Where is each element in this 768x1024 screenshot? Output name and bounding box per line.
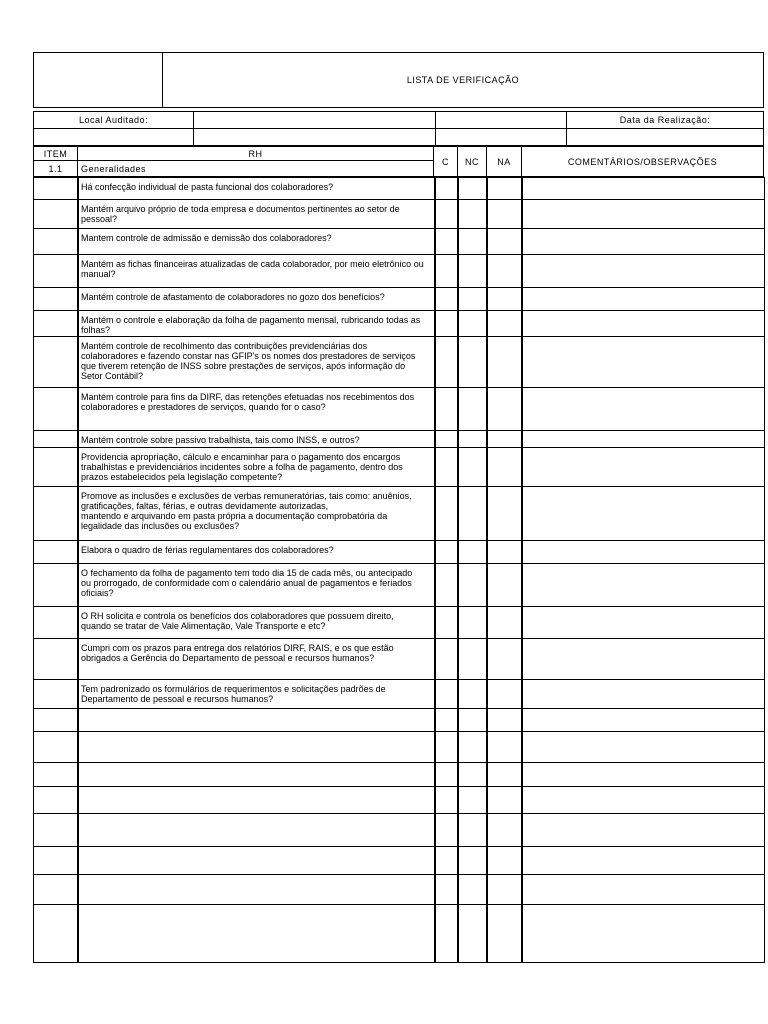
comments-cell[interactable] bbox=[521, 177, 765, 200]
nc-checkbox-cell[interactable] bbox=[457, 708, 488, 732]
item-number-cell bbox=[33, 563, 79, 607]
nc-checkbox-cell[interactable] bbox=[457, 310, 488, 337]
question-cell bbox=[77, 786, 436, 814]
na-checkbox-cell[interactable] bbox=[486, 254, 523, 288]
item-number-cell bbox=[33, 310, 79, 337]
blank-header-cell bbox=[435, 111, 567, 129]
comments-cell[interactable] bbox=[521, 708, 765, 732]
na-checkbox-cell[interactable] bbox=[486, 430, 523, 448]
comments-cell[interactable] bbox=[521, 813, 765, 847]
na-checkbox-cell[interactable] bbox=[486, 199, 523, 229]
logo-box bbox=[33, 52, 163, 108]
c-checkbox-cell[interactable] bbox=[434, 762, 459, 787]
question-cell: O fechamento da folha de pagamento tem todo dia 15 de cada mês, ou antecipado ou prorrogado, de conformidade com o calendário anual de pagamentos e feriados oficiais? bbox=[77, 563, 436, 607]
item-number-cell bbox=[33, 904, 79, 963]
group-number: 1.1 bbox=[33, 160, 78, 177]
c-checkbox-cell[interactable] bbox=[434, 708, 459, 732]
na-checkbox-cell[interactable] bbox=[486, 606, 523, 639]
item-number-cell bbox=[33, 786, 79, 814]
na-checkbox-cell[interactable] bbox=[486, 387, 523, 431]
c-checkbox-cell[interactable] bbox=[434, 813, 459, 847]
na-checkbox-cell[interactable] bbox=[486, 786, 523, 814]
c-checkbox-cell[interactable] bbox=[434, 310, 459, 337]
question-cell: Mantém controle para fins da DIRF, das retenções efetuadas nos recebimentos dos colaboradores e prestadores de serviços, quando for o caso? bbox=[77, 387, 436, 431]
comments-cell[interactable] bbox=[521, 310, 765, 337]
comments-cell[interactable] bbox=[521, 563, 765, 607]
item-number-cell bbox=[33, 762, 79, 787]
c-checkbox-cell[interactable] bbox=[434, 287, 459, 311]
item-number-cell bbox=[33, 336, 79, 388]
question-cell: Tem padronizado os formulários de requerimentos e solicitações padrões de Departamento de pessoal e recursos humanos? bbox=[77, 679, 436, 709]
comments-cell[interactable] bbox=[521, 447, 765, 487]
c-checkbox-cell[interactable] bbox=[434, 846, 459, 875]
item-number-cell bbox=[33, 813, 79, 847]
nc-checkbox-cell[interactable] bbox=[457, 846, 488, 875]
na-checkbox-cell[interactable] bbox=[486, 336, 523, 388]
comments-cell[interactable] bbox=[521, 762, 765, 787]
question-cell: Mantém controle sobre passivo trabalhista, tais como INSS, e outros? bbox=[77, 430, 436, 448]
na-checkbox-cell[interactable] bbox=[486, 287, 523, 311]
nc-checkbox-cell[interactable] bbox=[457, 762, 488, 787]
item-number-cell bbox=[33, 447, 79, 487]
c-checkbox-cell[interactable] bbox=[434, 874, 459, 905]
comments-cell[interactable] bbox=[521, 228, 765, 255]
item-number-cell bbox=[33, 199, 79, 229]
c-checkbox-cell[interactable] bbox=[434, 786, 459, 814]
comments-cell[interactable] bbox=[521, 679, 765, 709]
document-title: LISTA DE VERIFICAÇÃO bbox=[162, 52, 764, 108]
comments-cell[interactable] bbox=[521, 199, 765, 229]
c-checkbox-cell[interactable] bbox=[434, 254, 459, 288]
nc-checkbox-cell[interactable] bbox=[457, 228, 488, 255]
comments-cell[interactable] bbox=[521, 254, 765, 288]
comments-cell[interactable] bbox=[521, 486, 765, 541]
c-checkbox-cell[interactable] bbox=[434, 486, 459, 541]
question-cell: Mantém controle de afastamento de colaboradores no gozo dos benefícios? bbox=[77, 287, 436, 311]
c-checkbox-cell[interactable] bbox=[434, 447, 459, 487]
c-checkbox-cell[interactable] bbox=[434, 606, 459, 639]
c-checkbox-cell[interactable] bbox=[434, 563, 459, 607]
nc-checkbox-cell[interactable] bbox=[457, 904, 488, 963]
nc-checkbox-cell[interactable] bbox=[457, 486, 488, 541]
nc-checkbox-cell[interactable] bbox=[457, 606, 488, 639]
question-cell: Promove as inclusões e exclusões de verbas remuneratórias, tais como: anuênios, gratificações, faltas, férias, e outras devidamente autorizadas, mantendo e arquivando em pasta própria a documentação comprobatória da legalidade das inclusões ou exclusões? bbox=[77, 486, 436, 541]
question-cell bbox=[77, 874, 436, 905]
local-label: Local Auditado: bbox=[33, 111, 194, 129]
comments-cell[interactable] bbox=[521, 731, 765, 763]
na-checkbox-cell[interactable] bbox=[486, 638, 523, 680]
comments-cell[interactable] bbox=[521, 846, 765, 875]
question-cell: Há confecção individual de pasta funcional dos colaboradores? bbox=[77, 177, 436, 200]
comments-cell[interactable] bbox=[521, 430, 765, 448]
comments-cell[interactable] bbox=[521, 540, 765, 564]
item-number-cell bbox=[33, 287, 79, 311]
na-checkbox-cell[interactable] bbox=[486, 874, 523, 905]
c-column-header: C bbox=[433, 146, 458, 177]
local-entry-right[interactable] bbox=[435, 128, 567, 146]
question-cell: Cumpri com os prazos para entrega dos relatórios DIRF, RAIS, e os que estão obrigados a Gerência do Departamento de pessoal e recursos humanos? bbox=[77, 638, 436, 680]
comments-cell[interactable] bbox=[521, 287, 765, 311]
nc-checkbox-cell[interactable] bbox=[457, 679, 488, 709]
na-checkbox-cell[interactable] bbox=[486, 447, 523, 487]
question-cell bbox=[77, 846, 436, 875]
na-checkbox-cell[interactable] bbox=[486, 486, 523, 541]
na-checkbox-cell[interactable] bbox=[486, 708, 523, 732]
nc-checkbox-cell[interactable] bbox=[457, 874, 488, 905]
nc-checkbox-cell[interactable] bbox=[457, 287, 488, 311]
question-cell: Providencia apropriação, cálculo e encaminhar para o pagamento dos encargos trabalhistas e previdenciários incidentes sobre a folha de pagamento, dentro dos prazos estabelecidos pela legislação competente? bbox=[77, 447, 436, 487]
c-checkbox-cell[interactable] bbox=[434, 731, 459, 763]
c-checkbox-cell[interactable] bbox=[434, 228, 459, 255]
item-number-cell bbox=[33, 486, 79, 541]
nc-checkbox-cell[interactable] bbox=[457, 447, 488, 487]
local-entry-middle[interactable] bbox=[193, 128, 436, 146]
na-checkbox-cell[interactable] bbox=[486, 228, 523, 255]
local-value-field[interactable] bbox=[193, 111, 436, 129]
nc-checkbox-cell[interactable] bbox=[457, 563, 488, 607]
comments-cell[interactable] bbox=[521, 638, 765, 680]
comments-cell[interactable] bbox=[521, 786, 765, 814]
comments-cell[interactable] bbox=[521, 874, 765, 905]
na-checkbox-cell[interactable] bbox=[486, 310, 523, 337]
na-checkbox-cell[interactable] bbox=[486, 563, 523, 607]
na-checkbox-cell[interactable] bbox=[486, 679, 523, 709]
group-label: Generalidades bbox=[77, 160, 434, 177]
c-checkbox-cell[interactable] bbox=[434, 430, 459, 448]
nc-checkbox-cell[interactable] bbox=[457, 430, 488, 448]
c-checkbox-cell[interactable] bbox=[434, 336, 459, 388]
comments-cell[interactable] bbox=[521, 904, 765, 963]
local-entry-left[interactable] bbox=[33, 128, 194, 146]
c-checkbox-cell[interactable] bbox=[434, 199, 459, 229]
na-checkbox-cell[interactable] bbox=[486, 904, 523, 963]
c-checkbox-cell[interactable] bbox=[434, 387, 459, 431]
item-number-cell bbox=[33, 846, 79, 875]
item-number-cell bbox=[33, 638, 79, 680]
question-cell: Elabora o quadro de férias regulamentares dos colaboradores? bbox=[77, 540, 436, 564]
item-column-header: ITEM bbox=[33, 146, 78, 161]
comments-cell[interactable] bbox=[521, 606, 765, 639]
item-number-cell bbox=[33, 606, 79, 639]
nc-checkbox-cell[interactable] bbox=[457, 786, 488, 814]
item-number-cell bbox=[33, 387, 79, 431]
nc-checkbox-cell[interactable] bbox=[457, 540, 488, 564]
nc-checkbox-cell[interactable] bbox=[457, 177, 488, 200]
na-checkbox-cell[interactable] bbox=[486, 540, 523, 564]
nc-checkbox-cell[interactable] bbox=[457, 813, 488, 847]
na-checkbox-cell[interactable] bbox=[486, 177, 523, 200]
nc-checkbox-cell[interactable] bbox=[457, 254, 488, 288]
c-checkbox-cell[interactable] bbox=[434, 904, 459, 963]
comments-column-header: COMENTÁRIOS/OBSERVAÇÕES bbox=[521, 146, 764, 177]
item-number-cell bbox=[33, 540, 79, 564]
nc-checkbox-cell[interactable] bbox=[457, 336, 488, 388]
question-cell: Mantém o controle e elaboração da folha de pagamento mensal, rubricando todas as folhas? bbox=[77, 310, 436, 337]
na-checkbox-cell[interactable] bbox=[486, 813, 523, 847]
c-checkbox-cell[interactable] bbox=[434, 540, 459, 564]
question-cell: Mantém controle de recolhimento das contribuições previdenciárias dos colaboradores e fazendo constar nas GFIP's os nomes dos prestadores de serviços que tiverem retenção de INSS sobre prestações de serviços, após informação do Setor Contábil? bbox=[77, 336, 436, 388]
item-number-cell bbox=[33, 874, 79, 905]
question-cell: Mantém as fichas financeiras atualizadas de cada colaborador, por meio eletrônico ou manual? bbox=[77, 254, 436, 288]
question-cell bbox=[77, 904, 436, 963]
na-checkbox-cell[interactable] bbox=[486, 762, 523, 787]
nc-checkbox-cell[interactable] bbox=[457, 387, 488, 431]
na-checkbox-cell[interactable] bbox=[486, 731, 523, 763]
c-checkbox-cell[interactable] bbox=[434, 177, 459, 200]
question-cell: O RH solicita e controla os benefícios dos colaboradores que possuem direito, quando se tratar de Vale Alimentação, Vale Transporte e etc? bbox=[77, 606, 436, 639]
item-number-cell bbox=[33, 708, 79, 732]
nc-checkbox-cell[interactable] bbox=[457, 199, 488, 229]
item-number-cell bbox=[33, 679, 79, 709]
date-value-field[interactable] bbox=[566, 128, 764, 146]
comments-cell[interactable] bbox=[521, 387, 765, 431]
na-column-header: NA bbox=[486, 146, 522, 177]
section-column-header: RH bbox=[77, 146, 434, 161]
question-cell bbox=[77, 708, 436, 732]
nc-checkbox-cell[interactable] bbox=[457, 638, 488, 680]
c-checkbox-cell[interactable] bbox=[434, 679, 459, 709]
item-number-cell bbox=[33, 177, 79, 200]
question-cell bbox=[77, 762, 436, 787]
question-cell: Mantem controle de admissão e demissão dos colaboradores? bbox=[77, 228, 436, 255]
date-label: Data da Realização: bbox=[566, 111, 764, 129]
item-number-cell bbox=[33, 731, 79, 763]
nc-checkbox-cell[interactable] bbox=[457, 731, 488, 763]
item-number-cell bbox=[33, 430, 79, 448]
item-number-cell bbox=[33, 228, 79, 255]
question-cell bbox=[77, 731, 436, 763]
na-checkbox-cell[interactable] bbox=[486, 846, 523, 875]
c-checkbox-cell[interactable] bbox=[434, 638, 459, 680]
question-cell: Mantém arquivo próprio de toda empresa e documentos pertinentes ao setor de pessoal? bbox=[77, 199, 436, 229]
nc-column-header: NC bbox=[457, 146, 487, 177]
question-cell bbox=[77, 813, 436, 847]
comments-cell[interactable] bbox=[521, 336, 765, 388]
item-number-cell bbox=[33, 254, 79, 288]
